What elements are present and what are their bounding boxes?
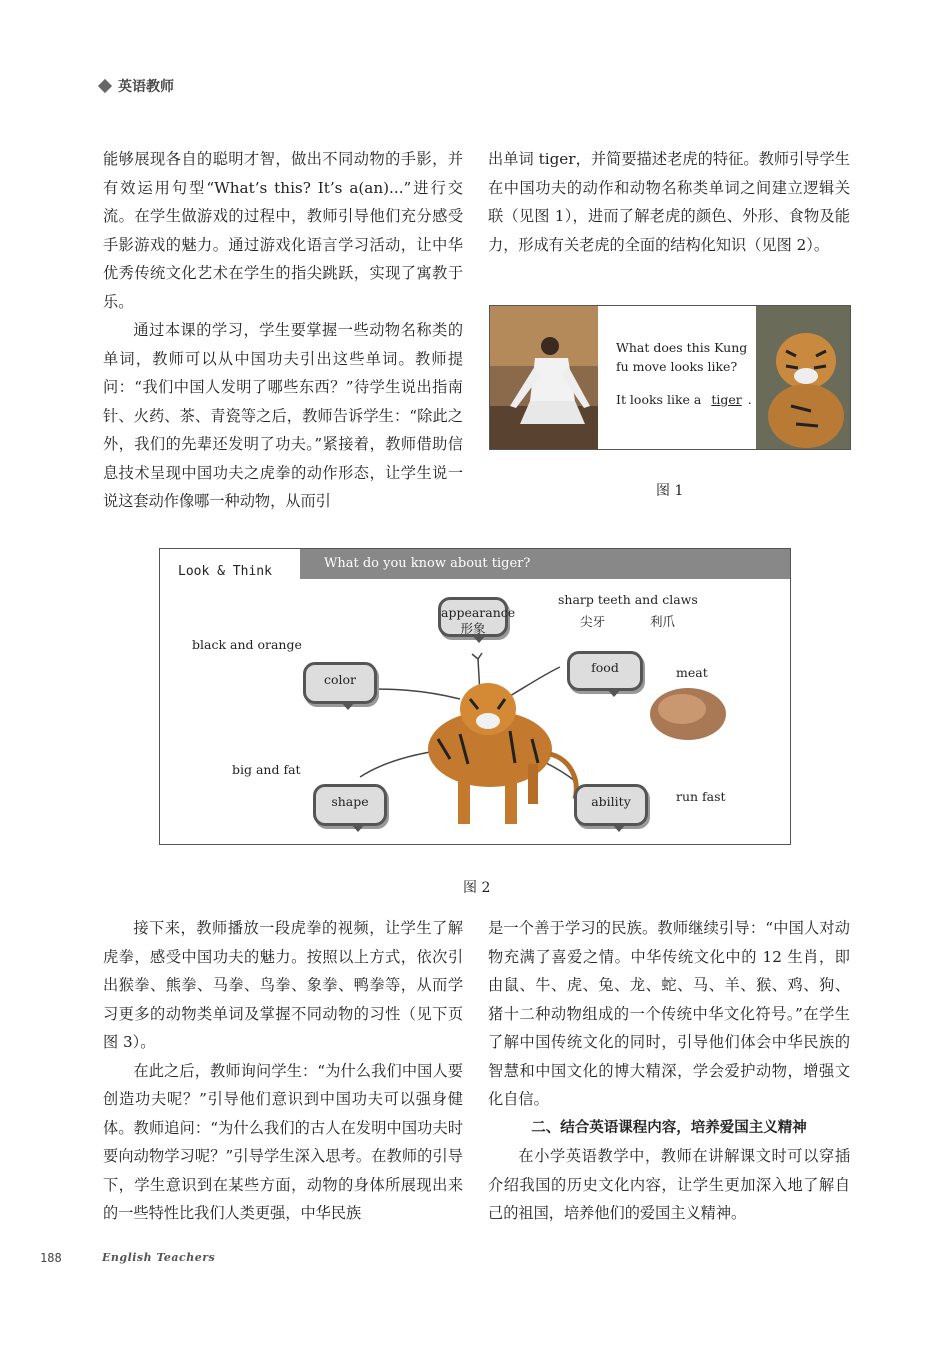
paragraph: 接下来，教师播放一段虎拳的视频，让学生了解虎拳，感受中国功夫的魅力。按照以上方式，依次引出猴拳、熊拳、马拳、鸟拳、象拳、鸭拳等，从而学习更多的动物类单词及掌握不同动物的习性（见下页图 3）。: [103, 919, 463, 1051]
color-bubble: [303, 662, 377, 704]
right-column-top: [488, 145, 850, 259]
figure-2: [159, 548, 791, 845]
journal-footer: English Teachers: [102, 1251, 216, 1264]
food-bubble: [567, 651, 643, 691]
section-heading: 二、结合英语课程内容，培养爱国主义精神: [531, 1119, 807, 1136]
color-label: color: [323, 672, 357, 687]
question-bar: What do you know about tiger?: [300, 549, 790, 579]
answer-blank: tiger: [711, 392, 742, 407]
paragraph: 是一个善于学习的民族。教师继续引导：“中国人对动物充满了喜爱之情。中华传统文化中的 12 生肖，即由鼠、牛、虎、兔、龙、蛇、马、羊、猴、鸡、狗、猪十二种动物组成的一个传统中华文化符号。”在学生了解中国传统文化的同时，引导他们体会中华民族的智慧和中国文化的博大精深，学会爱护动物，增强文化自信。: [488, 919, 850, 1108]
page-number: 188: [40, 1251, 62, 1265]
diamond-icon: [98, 79, 112, 93]
left-column-top: [103, 145, 463, 516]
tiger-illustration: [428, 683, 576, 824]
meat-label: meat: [676, 665, 708, 680]
journal-header-title: 英语教师: [118, 79, 174, 95]
running-header: [100, 76, 174, 96]
figure-2-caption: 图 2: [463, 880, 491, 896]
paragraph: 能够展现各自的聪明才智，做出不同动物的手影，并有效运用句型“What’s this? It’s a(an)...”进行交流。在学生做游戏的过程中，教师引导他们充分感受手影游戏的魅力。通过游戏化语言学习活动，让中华优秀传统文化艺术在学生的指尖跳跃，实现了寓教于乐。: [103, 150, 463, 311]
food-label: food: [591, 660, 619, 675]
ability-label: ability: [591, 794, 631, 809]
figure-1: [489, 305, 851, 450]
figure-1-question: What does this Kung fu move looks like?: [616, 340, 748, 374]
appearance-bubble: [438, 597, 516, 637]
teeth-cn-label: 尖牙: [580, 614, 606, 629]
figure-1-caption: 图 1: [656, 483, 684, 499]
figure-1-answer: [616, 390, 754, 409]
tiger-photo: [756, 306, 850, 449]
right-column-bottom: [488, 914, 850, 1228]
paragraph: 在此之后，教师询问学生：“为什么我们中国人要创造功夫呢？”引导他们意识到中国功夫可以强身健体。教师追问：“为什么我们的古人在发明中国功夫时要向动物学习呢？”引导学生深入思考。在教师的引导下，学生意识到在某些方面，动物的身体所展现出来的一些特性比我们人类更强，中华民族: [103, 1061, 463, 1222]
paragraph: 通过本课的学习，学生要掌握一些动物名称类的单词，教师可以从中国功夫引出这些单词。教师提问：“我们中国人发明了哪些东西？”待学生说出指南针、火药、茶、青瓷等之后，教师告诉学生：“除此之外，我们的先辈还发明了功夫。”紧接着，教师借助信息技术呈现中国功夫之虎拳的动作形态，让学生说一说这套动作像哪一种动物，从而引: [103, 321, 463, 510]
ability-bubble: [574, 784, 648, 826]
sharp-label: sharp teeth and claws: [558, 592, 698, 607]
appearance-cn-label: 形象: [460, 621, 486, 636]
big-fat-label: big and fat: [232, 762, 301, 777]
shape-label: shape: [331, 794, 369, 809]
answer-suffix: .: [747, 392, 752, 407]
paragraph: 在小学英语教学中，教师在讲解课文时可以穿插介绍我国的历史文化内容，让学生更加深入地了解自己的祖国，培养他们的爱国主义精神。: [488, 1147, 850, 1222]
appearance-label: appearance: [441, 605, 516, 620]
kungfu-photo: [490, 306, 598, 449]
answer-prefix: It looks like a: [616, 392, 702, 407]
paragraph: 出单词 tiger，并简要描述老虎的特征。教师引导学生在中国功夫的动作和动物名称类单词之间建立逻辑关联（见图 1），进而了解老虎的颜色、外形、食物及能力，形成有关老虎的全面的结构化知识（见图 2）。: [488, 150, 850, 254]
claws-cn-label: 利爪: [650, 614, 676, 629]
run-fast-label: run fast: [676, 789, 726, 804]
shape-bubble: [313, 784, 387, 826]
left-column-bottom: [103, 914, 463, 1228]
black-orange-label: black and orange: [192, 637, 302, 652]
meat-image: [650, 688, 726, 740]
look-think-label: Look & Think: [178, 564, 272, 579]
figure-1-text: [616, 338, 754, 409]
